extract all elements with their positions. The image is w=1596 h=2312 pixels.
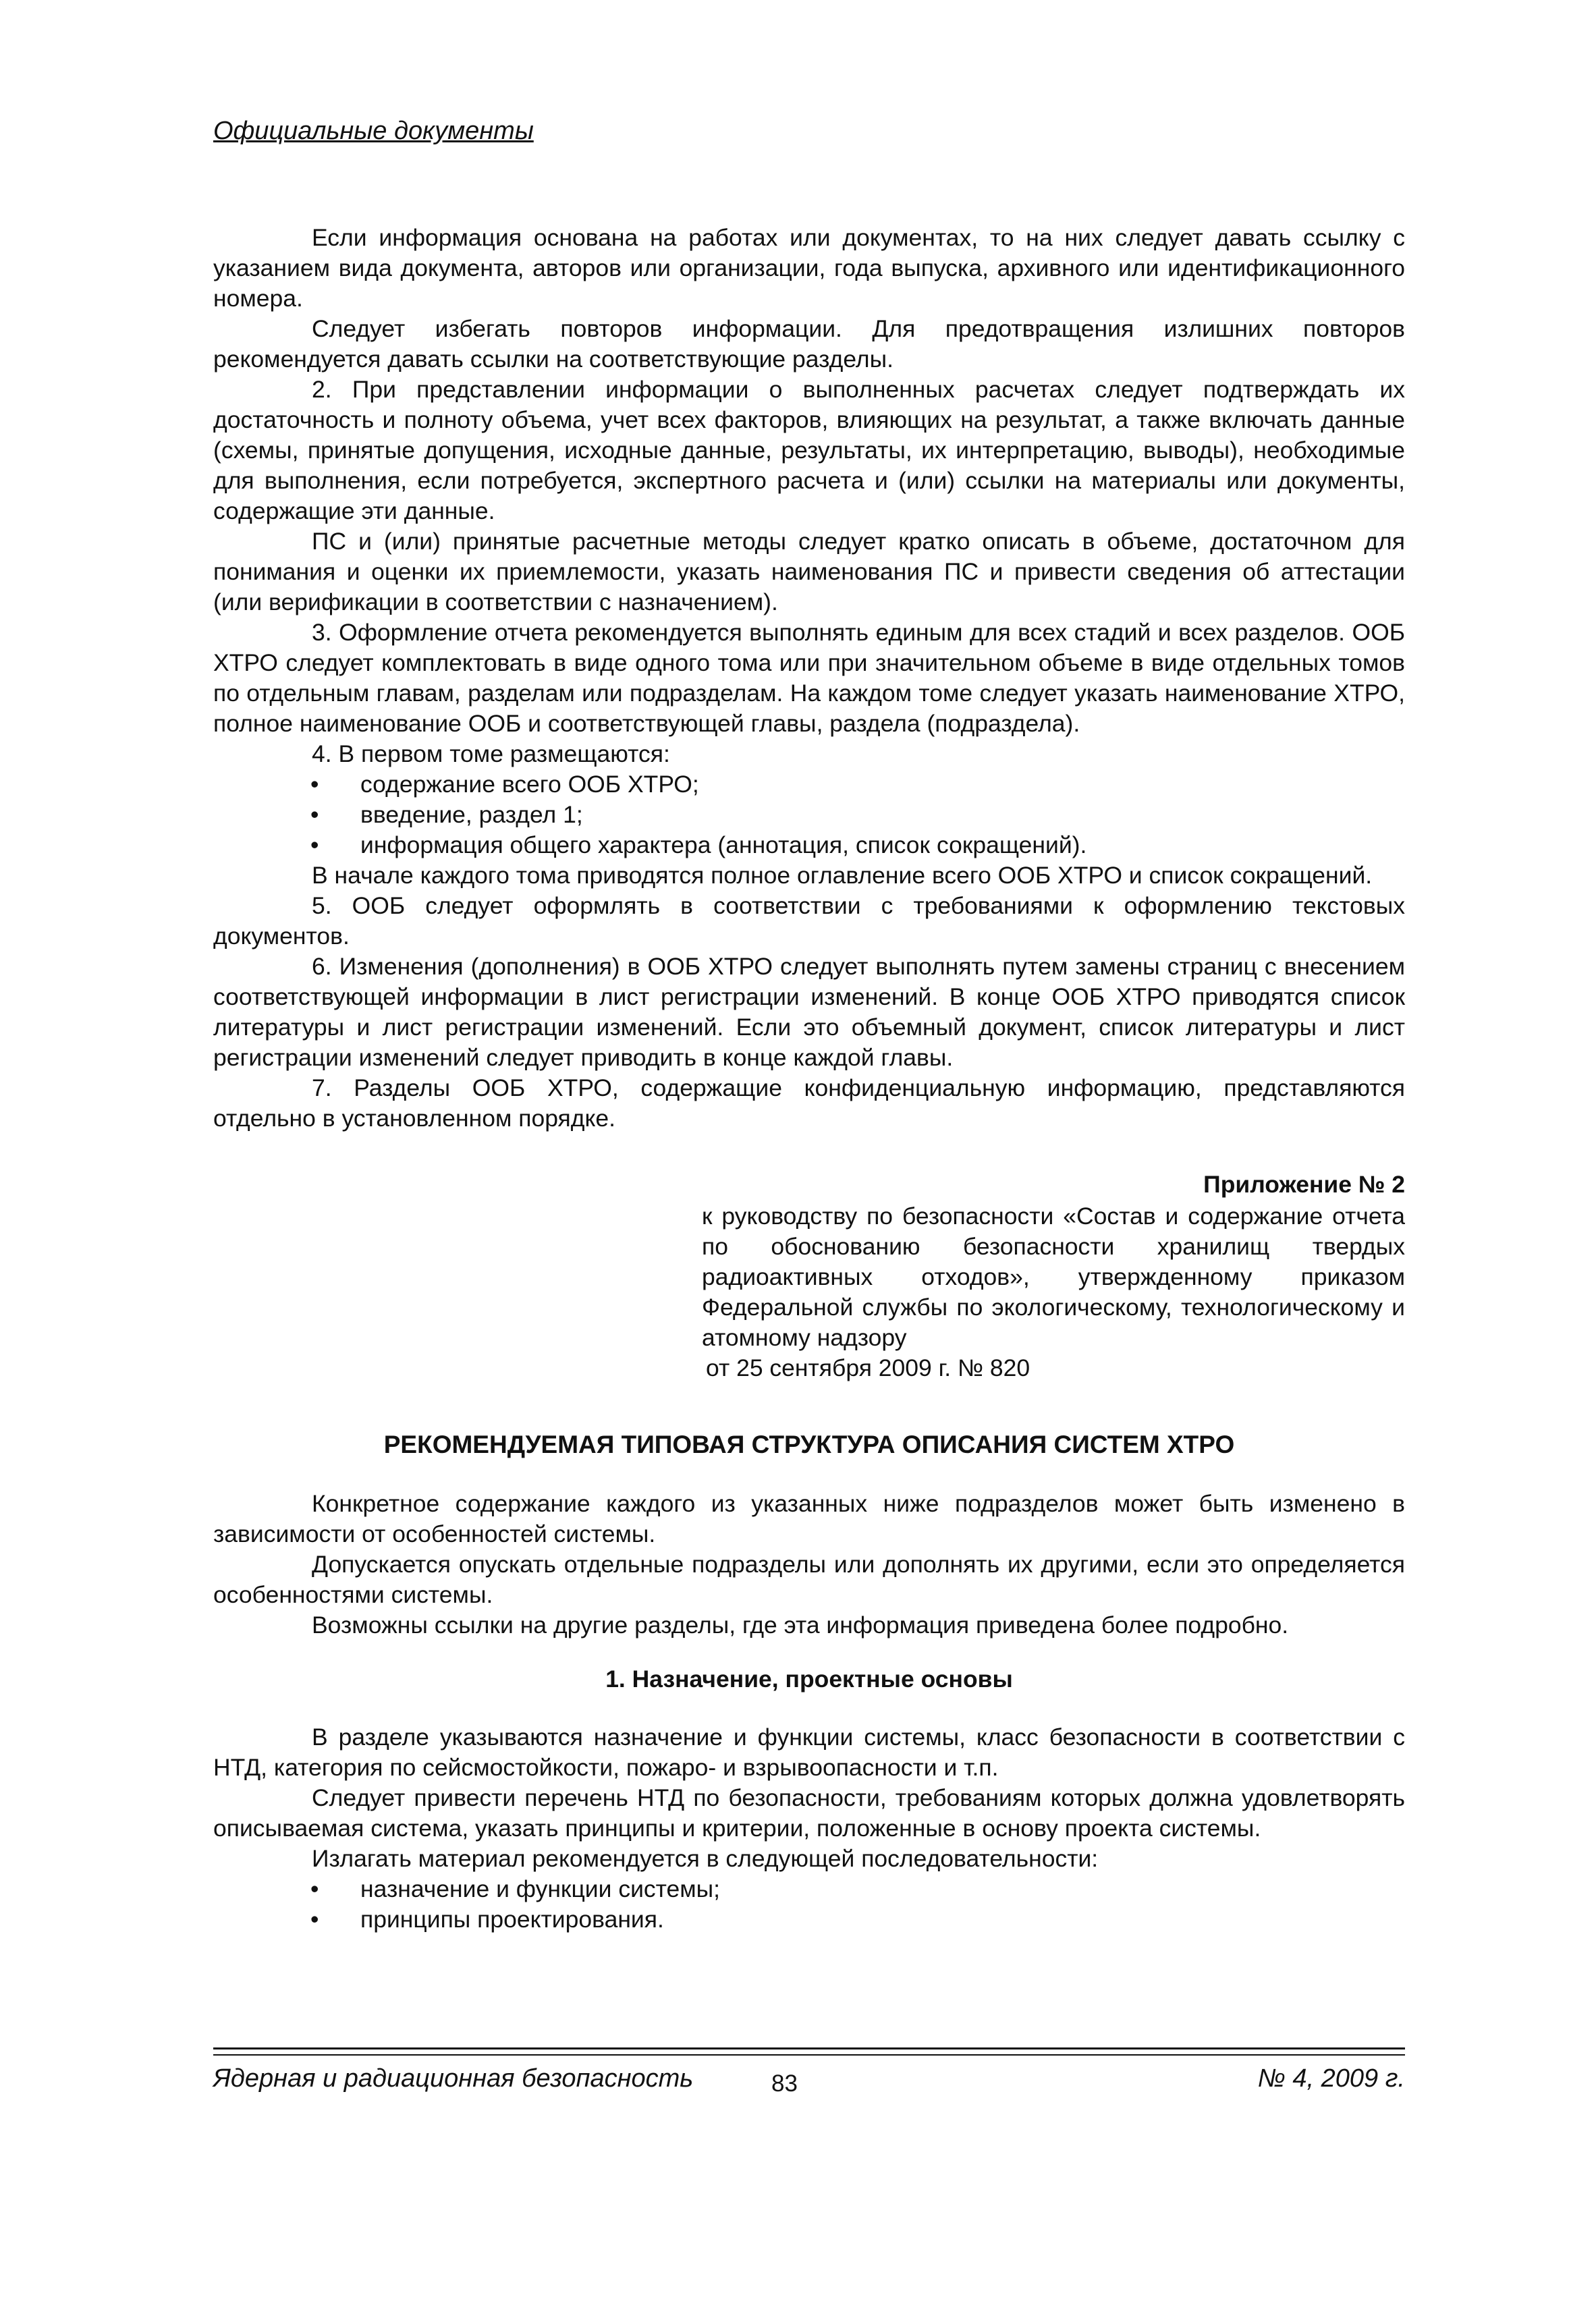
page-number: 83 <box>771 2070 798 2097</box>
bullet-icon: • <box>310 1906 319 1933</box>
footer-issue: № 4, 2009 г. <box>1257 2064 1405 2093</box>
footer-rule <box>213 2054 1405 2056</box>
appendix-block <box>702 1169 1405 1383</box>
paragraph: ПС и (или) принятые расчетные методы следует кратко описать в объеме, достаточном для понимания и оценки их приемлемости, указать наименования ПС и привести сведения об аттестации (или верификации в соответствии с назначением). <box>213 528 1405 615</box>
running-header: Официальные документы <box>213 117 534 145</box>
paragraph: 2. При представлении информации о выполненных расчетах следует подтверждать их достаточность и полноту объема, учет всех факторов, влияющих на результат, а также включать данные (схемы, принятые допущения, исходные данные, результаты, их интерпретацию, выводы), необходимые для выполнения, если потребуется, экспертного расчета и (или) ссылки на материалы или документы, содержащие эти данные. <box>213 376 1405 524</box>
paragraph: 3. Оформление отчета рекомендуется выполнять единым для всех стадий и всех разделов. ООБ ХТРО следует комплектовать в виде одного тома или при значительном объеме в виде отдельных томов по отдельным главам, разделам или подразделам. На каждом томе следует указать наименование ХТРО, полное наименование ООБ и соответствующей главы, раздела (подраздела). <box>213 619 1405 737</box>
paragraph: В разделе указываются назначение и функции системы, класс безопасности в соответствии с НТД, категория по сейсмостойкости, пожаро- и взрывоопасности и т.п. <box>213 1724 1405 1781</box>
footer-journal: Ядерная и радиационная безопасность <box>213 2064 694 2093</box>
paragraph: Возможны ссылки на другие разделы, где эта информация приведена более подробно. <box>312 1612 1289 1639</box>
paragraph: Конкретное содержание каждого из указанных ниже подразделов может быть изменено в зависимости от особенностей системы. <box>213 1490 1405 1547</box>
appendix-title: Приложение № 2 <box>1203 1171 1405 1198</box>
bullet-icon: • <box>310 831 319 858</box>
paragraph: Следует избегать повторов информации. Для предотвращения излишних повторов рекомендуется давать ссылки на соответствующие разделы. <box>213 315 1405 373</box>
volume-contents-list <box>213 769 1405 860</box>
paragraph: Допускается опускать отдельные подразделы или дополнять их другими, если это определяется особенностями системы. <box>213 1551 1405 1608</box>
intro-block <box>213 1489 1405 1641</box>
appendix-text: к руководству по безопасности «Состав и содержание отчета по обоснованию безопасности хранилищ твердых радиоактивных отходов», утвержденному приказом Федеральной службы по экологическому, технологическому и атомному надзору <box>702 1203 1405 1351</box>
section-heading: 1. Назначение, проектные основы <box>605 1666 1013 1692</box>
list-item: • содержание всего ООБ ХТРО; <box>213 769 1405 800</box>
paragraph: Если информация основана на работах или документах, то на них следует давать ссылку с указанием вида документа, авторов или организации, года выпуска, архивного или идентификационного номера. <box>213 224 1405 312</box>
bullet-icon: • <box>310 771 319 798</box>
paragraph: 7. Разделы ООБ ХТРО, содержащие конфиденциальную информацию, представляются отдельно в установленном порядке. <box>213 1074 1405 1132</box>
paragraph: 6. Изменения (дополнения) в ООБ ХТРО следует выполнять путем замены страниц с внесением соответствующей информации в лист регистрации изменений. В конце ООБ ХТРО приводятся список литературы и лист регистрации изменений. Если это объемный документ, список литературы и лист регистрации изменений следует приводить в конце каждой главы. <box>213 953 1405 1071</box>
footer-rule <box>213 2047 1405 2049</box>
paragraph: 5. ООБ следует оформлять в соответствии с требованиями к оформлению текстовых документов. <box>213 892 1405 949</box>
paragraph: Следует привести перечень НТД по безопасности, требованиям которых должна удовлетворять описываемая система, указать принципы и критерии, положенные в основу проекта системы. <box>213 1784 1405 1842</box>
paragraph: 4. В первом томе размещаются: <box>312 740 670 767</box>
list-item: • введение, раздел 1; <box>213 800 1405 830</box>
bullet-icon: • <box>310 1875 319 1902</box>
bullet-icon: • <box>310 801 319 828</box>
body-top <box>213 223 1405 1134</box>
paragraph: В начале каждого тома приводятся полное оглавление всего ООБ ХТРО и список сокращений. <box>312 862 1373 889</box>
paragraph: Излагать материал рекомендуется в следующей последовательности: <box>312 1845 1099 1872</box>
list-item: • принципы проектирования. <box>213 1904 1405 1935</box>
list-item: • информация общего характера (аннотация, список сокращений). <box>213 830 1405 860</box>
appendix-date: от 25 сентября 2009 г. № 820 <box>706 1354 1030 1381</box>
main-heading: РЕКОМЕНДУЕМАЯ ТИПОВАЯ СТРУКТУРА ОПИСАНИЯ СИСТЕМ ХТРО <box>383 1431 1235 1458</box>
list-item: • назначение и функции системы; <box>213 1874 1405 1904</box>
section1-block <box>213 1722 1405 1935</box>
sequence-list <box>213 1874 1405 1935</box>
